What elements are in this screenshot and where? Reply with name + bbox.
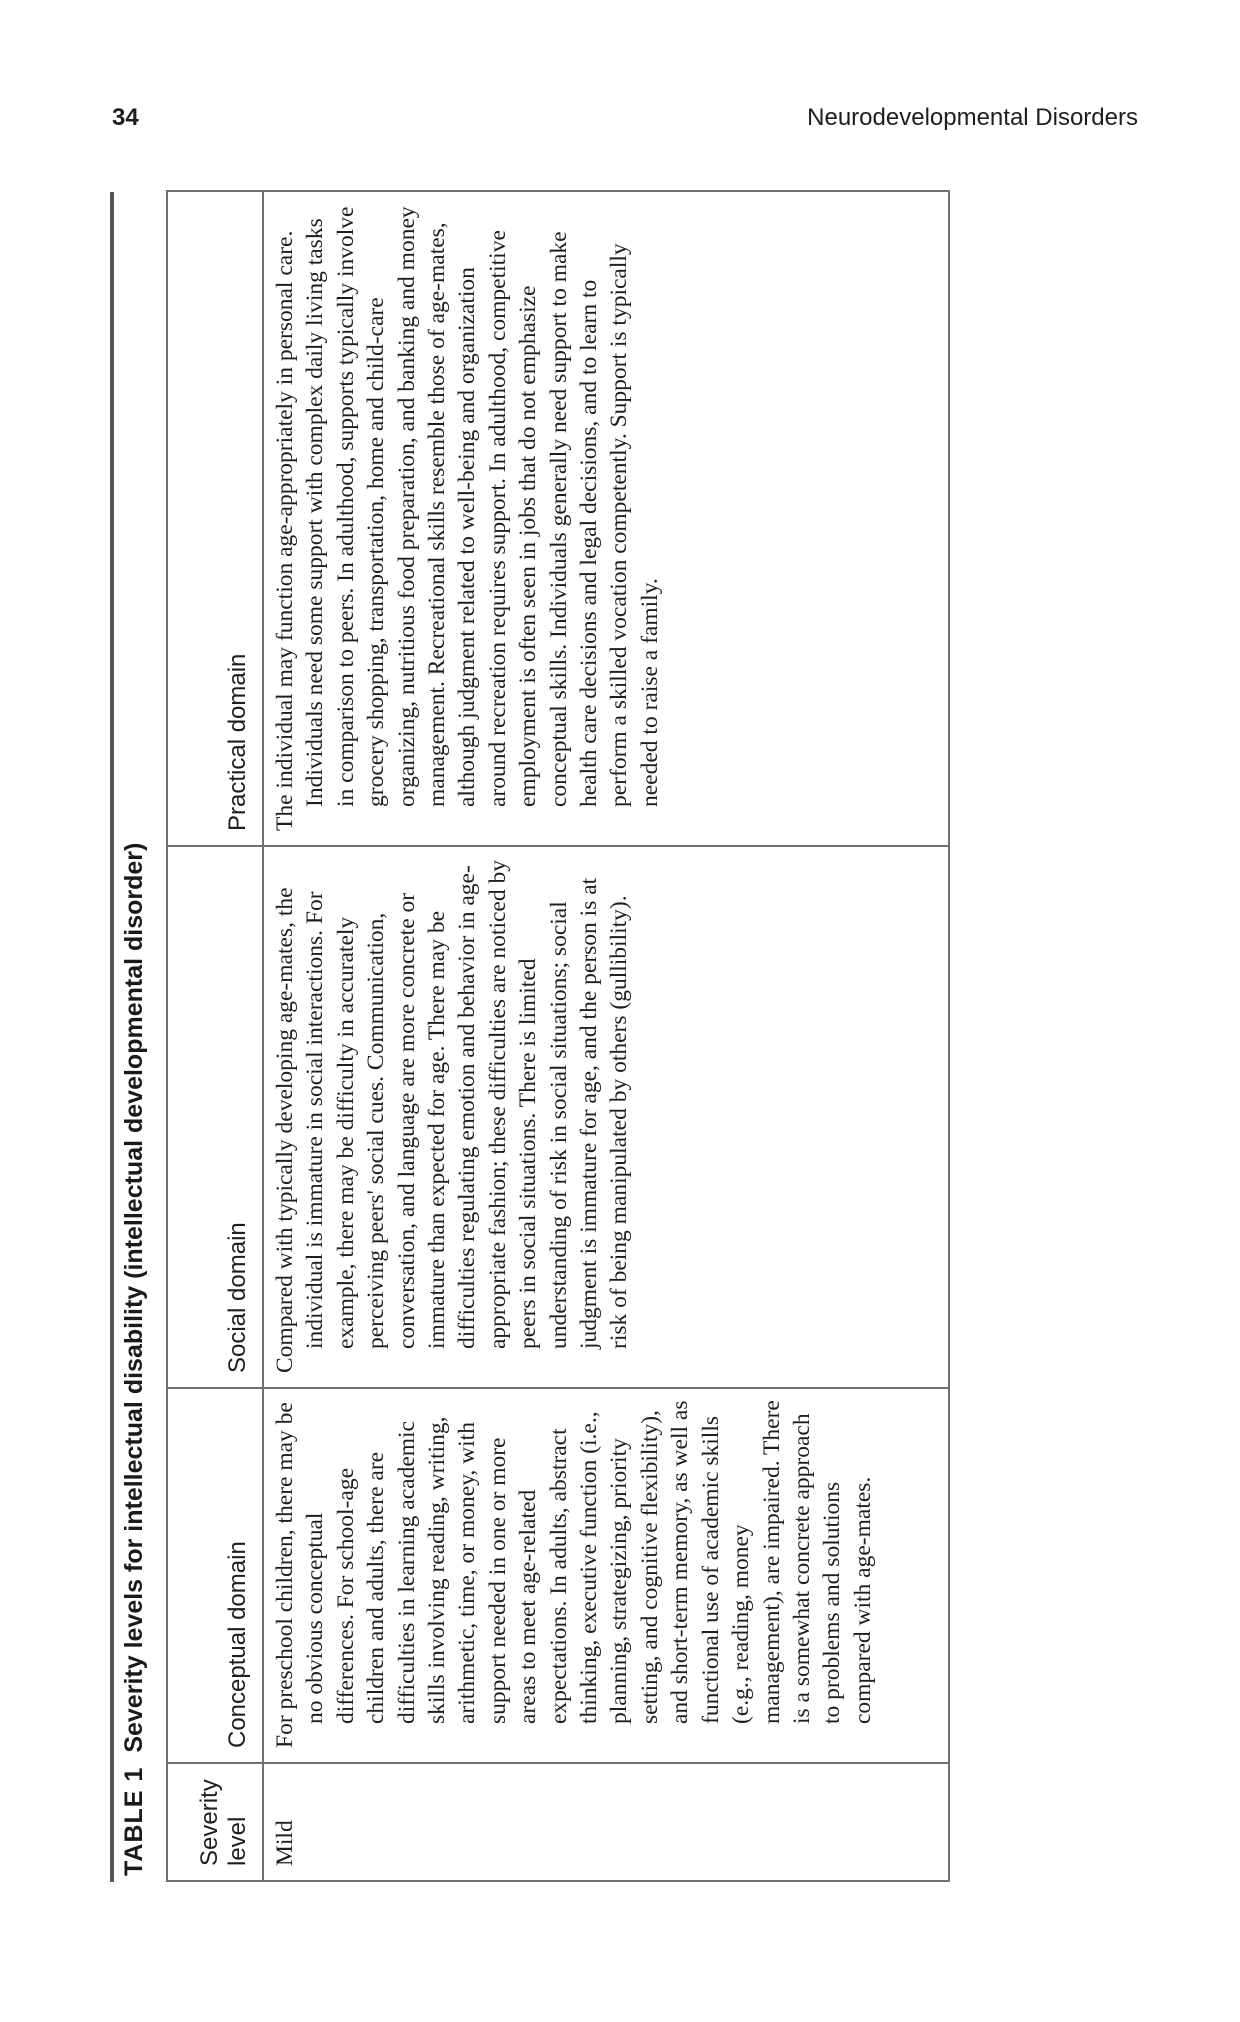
table-header-row: [167, 191, 263, 1881]
practical-text: The individual may function age-appropriately in personal care. Individuals need some support with complex daily living tasks in comparison to peers. In adulthood, supports typically involve grocery shopping, transportation, home and child-care organizing, nutritious food preparation, and banking and money management. Recreational skills resemble those of age-mates, although judgment related to well-being and organization around recreation requires support. In adulthood, competitive employment is often seen in jobs that do not emphasize conceptual skills. Individuals generally need support to make health care decisions and legal decisions, and to learn to perform a skilled vocation competently. Support is typically needed to raise a family.: [272, 206, 663, 831]
social-cell: [263, 846, 949, 1388]
table-caption: [120, 843, 149, 1876]
social-text: Compared with typically developing age-mates, the individual is immature in social interactions. For example, there may be difficulty in accurately perceiving peers' social cues. Communication, conversation, and language are more concrete or immature than expected for age. There may be difficulties regulating emotion and behavior in age-appropriate fashion; these difficulties are noticed by peers in social situations. There is limited understanding of risk in social situations; social judgment is immature for age, and the person is at risk of being manipulated by others (gullibility).: [272, 860, 633, 1373]
practical-cell: [263, 191, 949, 846]
severity-table: [166, 190, 950, 1882]
rotated-table-block: [110, 192, 950, 1882]
column-header-severity: Severity level: [167, 1763, 263, 1881]
table-row: [263, 191, 949, 1881]
conceptual-cell: [263, 1388, 949, 1763]
conceptual-text: For preschool children, there may be no obvious conceptual differences. For school-age children and adults, there are difficulties in learning academic skills involving reading, writing, arithmetic, time, or money, with support needed in one or more areas to meet age-related expectations. In adults, abstract thinking, executive function (i.e., planning, strategizing, priority setting, and cognitive flexibility), and short-term memory, as well as functional use of academic skills (e.g., reading, money management), are impaired. There is a somewhat concrete approach to problems and solutions compared with age-mates.: [272, 1400, 876, 1748]
page-number: 34: [112, 104, 139, 131]
table-title: Severity levels for intellectual disability (intellectual developmental disorder): [120, 842, 148, 1753]
table-label: TABLE 1: [120, 1766, 148, 1876]
caption-rule: [110, 192, 114, 1882]
column-header-social: Social domain: [167, 846, 263, 1388]
severity-cell: Mild: [263, 1763, 949, 1881]
column-header-conceptual: Conceptual domain: [167, 1388, 263, 1763]
column-header-practical: Practical domain: [167, 191, 263, 846]
running-head: Neurodevelopmental Disorders: [807, 104, 1138, 131]
